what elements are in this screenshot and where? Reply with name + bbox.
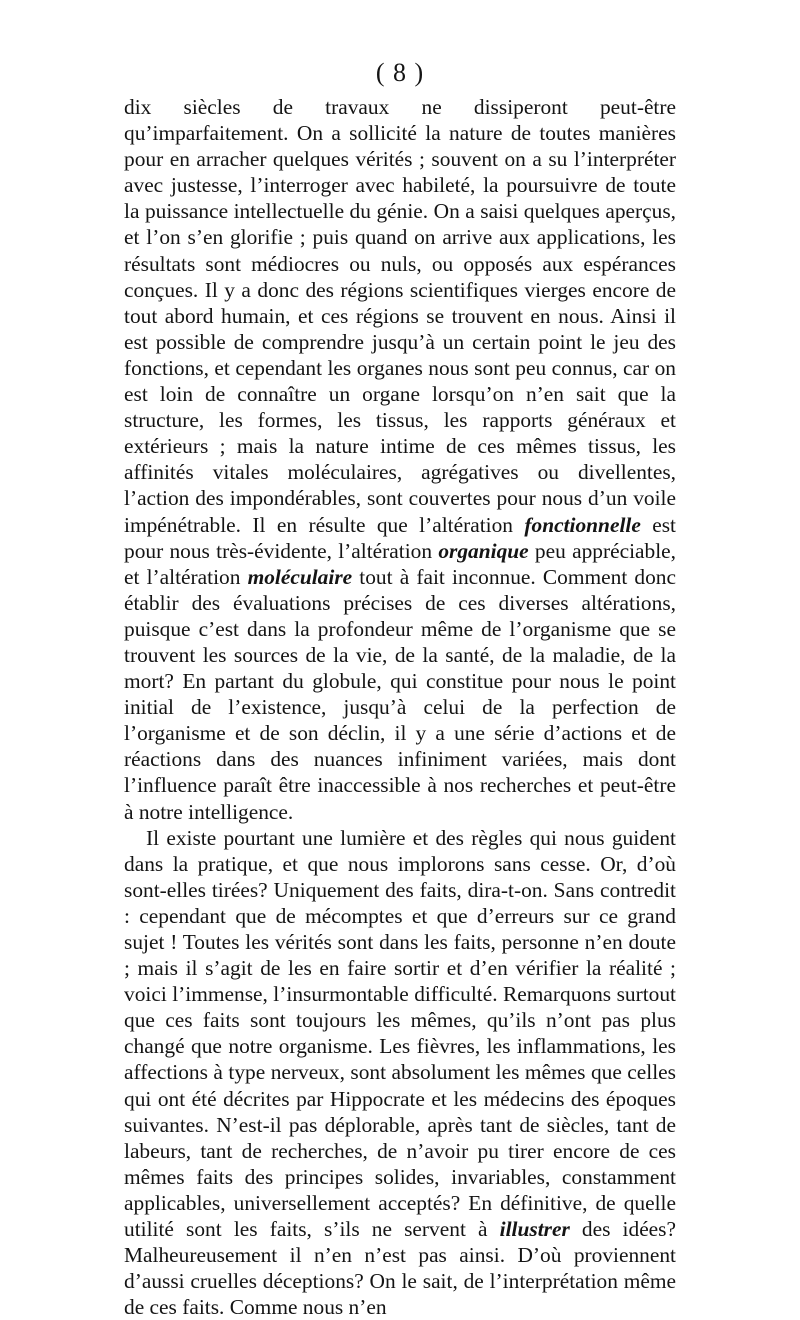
text-segment: des idées? Malheureusement il n’en n’est pas ainsi. D’où proviennent d’aussi cruelles déceptions? On le sait, de l’interprétation même de ces faits. Comme nous n’en bbox=[124, 1217, 676, 1320]
italic-term-organique: organique bbox=[438, 538, 529, 563]
italic-term-moleculaire: moléculaire bbox=[247, 564, 353, 589]
text-segment: est pour nous très-évidente, l’altération bbox=[124, 512, 676, 563]
italic-term-fonctionnelle: fonctionnelle bbox=[524, 512, 641, 537]
page-number: ( 8 ) bbox=[375, 58, 425, 87]
text-segment: dix siècles de travaux ne dissiperont peut-être qu’imparfaitement. On a sollicité la nature de toutes manières pour en arracher quelques vérités ; souvent on a su l’interpréter avec justesse, l’interroger avec habileté, la poursuivre de toute la puissance intellectuelle du génie. On a saisi quelques aperçus, et l’on s’en glorifie ; puis quand on arrive aux applications, les résultats sont médiocres ou nuls, ou opposés aux espérances conçues. Il y a donc des régions scientifiques vierges encore de tout abord humain, et ces régions se trouvent en nous. Ainsi il est possible de comprendre jusqu’à un certain point le jeu des fonctions, et cependant les organes nous sont peu connus, car on est loin de connaître un organe lorsqu’on n’en sait que la structure, les formes, les tissus, les rapports généraux et extérieurs ; mais la nature intime de ces mêmes tissus, les affinités vitales moléculaires, agrégatives ou divellentes, l’action des impondérables, sont couvertes pour nous d’un voile impénétrable. Il en résulte que l’altération bbox=[124, 95, 676, 537]
text-segment: Il existe pourtant une lumière et des règles qui nous guident dans la pratique, et que nous implorons sans cesse. Or, d’où sont-elles tirées? Uniquement des faits, dira-t-on. Sans contredit : cependant que de mécomptes et que d’erreurs sur ce grand sujet ! Toutes les vérités sont dans les faits, personne n’en doute ; mais il s’agit de les en faire sortir et d’en vérifier la réalité ; voici l’immense, l’insurmontable difficulté. Remarquons surtout que ces faits sont toujours les mêmes, qu’ils n’ont pas plus changé que notre organisme. Les fièvres, les inflammations, les affections à type nerveux, sont absolument les mêmes que celles qui ont été décrites par Hippocrate et les médecins des époques suivantes. N’est-il pas déplorable, après tant de siècles, tant de labeurs, tant de recherches, de n’avoir pu tirer encore de ces mêmes faits des principes solides, invariables, constamment applicables, universellement acceptés? En définitive, de quelle utilité sont les faits, s’ils ne servent à bbox=[124, 825, 676, 1242]
body-text bbox=[124, 94, 676, 1320]
paragraph-1 bbox=[124, 94, 676, 825]
italic-term-illustrer: illustrer bbox=[499, 1217, 570, 1242]
paragraph-2 bbox=[124, 825, 676, 1320]
text-segment: peu appréciable, et l’altération bbox=[124, 538, 676, 589]
text-segment: tout à fait inconnue. Comment donc établir des évaluations précises de ces diverses altérations, puisque c’est dans la profondeur même de l’organisme que se trouvent les sources de la vie, de la santé, de la maladie, de la mort? En partant du globule, qui constitue pour nous le point initial de l’existence, jusqu’à celui de la perfection de l’organisme et de son déclin, il y a une série d’actions et de réactions dans des nuances infiniment variées, mais dont l’influence paraît être inaccessible à nos recherches et peut-être à notre intelligence. bbox=[124, 564, 677, 824]
